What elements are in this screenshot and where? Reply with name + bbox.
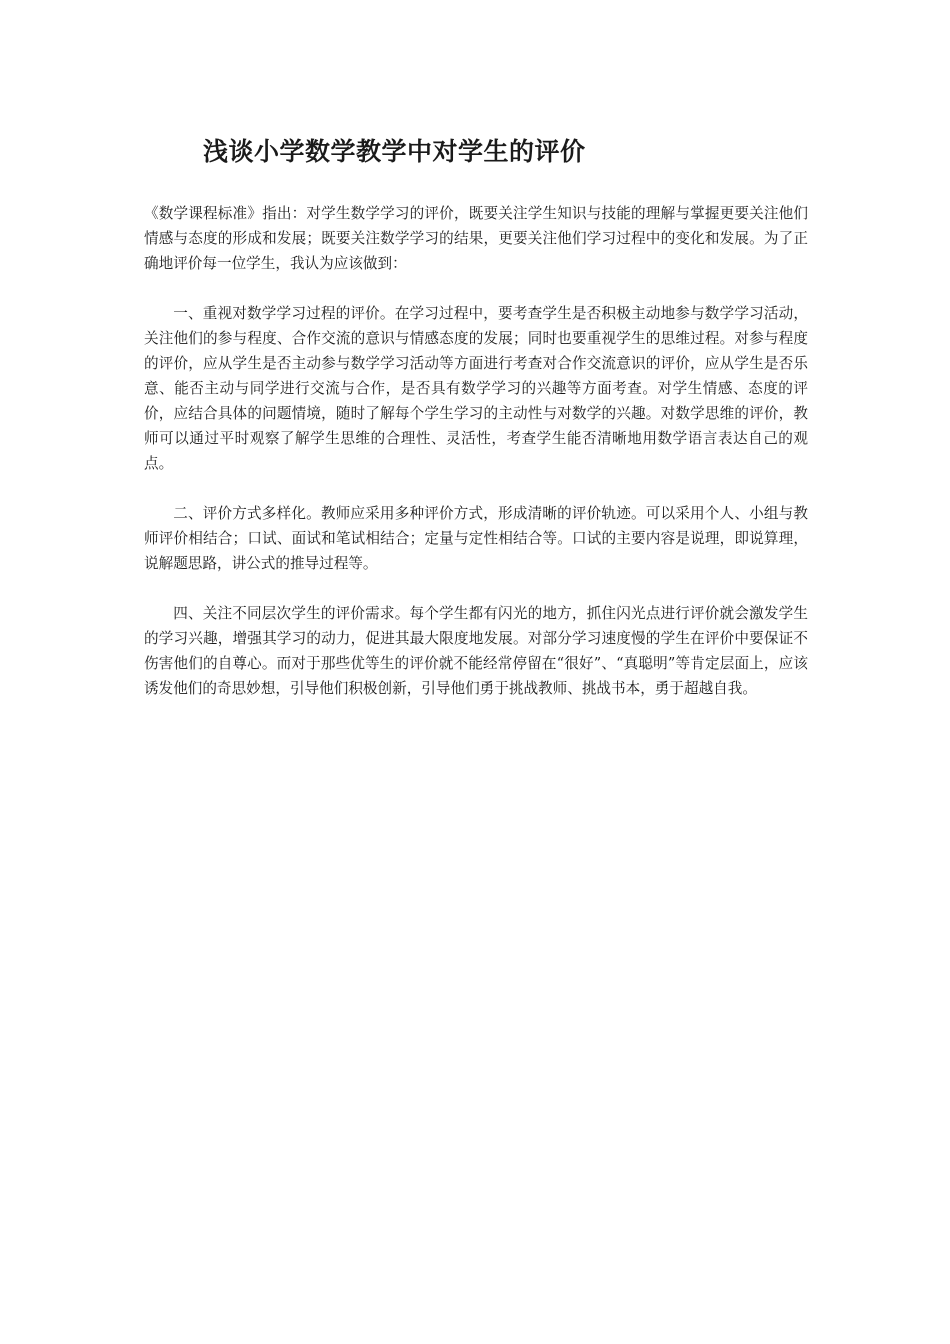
document-title: 浅谈小学数学教学中对学生的评价 [203,137,586,166]
intro-paragraph: 《数学课程标准》指出：对学生数学学习的评价，既要关注学生知识与技能的理解与掌握更要关注他们情感与态度的形成和发展；既要关注数学学习的结果，更要关注他们学习过程中的变化和发展。为了正确地评价每一位学生，我认为应该做到： [144,205,808,272]
section-two-paragraph: 二、评价方式多样化。教师应采用多种评价方式，形成清晰的评价轨迹。可以采用个人、小组与教师评价相结合；口试、面试和笔试相结合；定量与定性相结合等。口试的主要内容是说理，即说算理，说解题思路，讲公式的推导过程等。 [144,505,808,572]
section-one-paragraph: 一、重视对数学学习过程的评价。在学习过程中，要考查学生是否积极主动地参与数学学习活动，关注他们的参与程度、合作交流的意识与情感态度的发展；同时也要重视学生的思维过程。对参与程度的评价，应从学生是否主动参与数学学习活动等方面进行考查对合作交流意识的评价，应从学生是否乐意、能否主动与同学进行交流与合作，是否具有数学学习的兴趣等方面考查。对学生情感、态度的评价，应结合具体的问题情境，随时了解每个学生学习的主动性与对数学的兴趣。对数学思维的评价，教师可以通过平时观察了解学生思维的合理性、灵活性，考查学生能否清晰地用数学语言表达自己的观点。 [144,305,808,472]
section-four-paragraph: 四、关注不同层次学生的评价需求。每个学生都有闪光的地方，抓住闪光点进行评价就会激发学生的学习兴趣，增强其学习的动力，促进其最大限度地发展。对部分学习速度慢的学生在评价中要保证不伤害他们的自尊心。而对于那些优等生的评价就不能经常停留在“很好”、“真聪明”等肯定层面上，应该诱发他们的奇思妙想，引导他们积极创新，引导他们勇于挑战教师、挑战书本，勇于超越自我。 [144,605,808,697]
document-body [144,201,808,726]
